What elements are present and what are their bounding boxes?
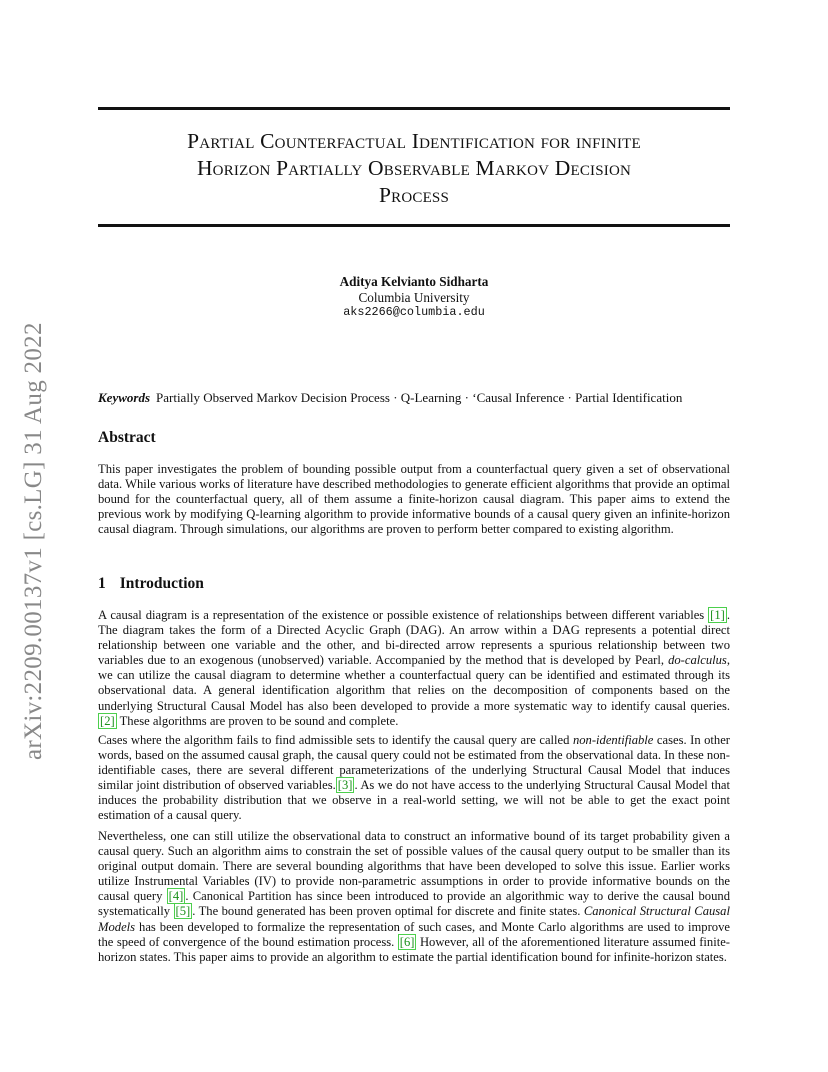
text-run: . As we do not have access to the underlying Structural Causal Model that induces the probability distribution that we observe in a real-world setting, we will not be able to get the exact point estimation of a causal query.: [98, 778, 730, 823]
abstract-text: This paper investigates the problem of bounding possible output from a counterfactual query given a set of observational data. While various works of literature have described methodologies to generate efficient algorithms that provide an optimal bound for the counterfactual query, all of them assume a finite-horizon causal diagram. This paper aims to extend the previous work by modifying Q-learning algorithm to provide informative bounds of a causal query given an infinite-horizon causal diagram. Through simulations, our algorithms are proven to perform better compared to existing algorithm.: [98, 462, 730, 537]
text-run: A causal diagram is a representation of the existence or possible existence of relationships between different variables: [98, 608, 709, 622]
emphasis: non-identifiable: [572, 733, 654, 747]
abstract-heading: Abstract: [98, 429, 156, 446]
section-title: Introduction: [119, 575, 204, 592]
paper-title: [98, 128, 730, 209]
text-run: cases. In other words, based on the assumed causal graph, the causal query could not be estimated from the observational data. In these non-identifiable cases, there are several different parameterizations of the underlying Structural Causal Model that induces similar joint distribution of observed variables.: [98, 733, 730, 793]
emphasis: Canonical Structural Causal Models: [98, 904, 730, 934]
citation-link[interactable]: [4]: [168, 889, 184, 904]
citation-link[interactable]: [6]: [399, 934, 415, 949]
emphasis: do-calculus: [668, 653, 727, 668]
intro-paragraph-3: [98, 829, 730, 965]
text-run: . The bound generated has been proven optimal for discrete and finite states.: [192, 904, 584, 919]
keywords: [98, 390, 730, 406]
title-line-2: Horizon Partially Observable Markov Decision: [196, 156, 632, 180]
arxiv-stamp: arXiv:2209.00137v1 [cs.LG] 31 Aug 2022: [20, 322, 47, 760]
intro-paragraph-1: [98, 608, 730, 729]
citation-link[interactable]: [1]: [710, 608, 725, 622]
title-top-rule: [98, 107, 730, 110]
text-run: . Canonical Partition has since been introduced to provide an algorithmic way to derive the causal bound systematically: [98, 889, 730, 919]
text-run: Cases where the algorithm fails to find admissible sets to identify the causal query are called: [98, 733, 573, 747]
text-run: , we can utilize the causal diagram to determine whether a counterfactual query can be identified and estimated through its observational data. A general identification algorithm that relies on the decomposition of components based on the underlying Structural Causal Model has also been developed to provide a more systematic way to identify causal queries.: [98, 653, 730, 713]
intro-paragraph-2: [98, 733, 730, 824]
author-name: Aditya Kelvianto Sidharta: [339, 274, 489, 289]
text-run: Nevertheless, one can still utilize the observational data to construct an informative bound of its target probability given a causal query. Such an algorithm aims to constrain the set of possible values of the causal query output to be smaller than its original output domain. There are several bounding algorithms that have been developed to solve this issue. Earlier works utilize Instrumental Variables (IV) to provide non-parametric assumptions in order to provide informative bounds on the causal query: [98, 829, 730, 904]
author-affiliation: Columbia University: [358, 290, 470, 305]
text-run: has been developed to formalize the representation of such cases, and Monte Carlo algorithms are used to improve the speed of convergence of the bound estimation process.: [98, 919, 730, 949]
text-run: . The diagram takes the form of a Directed Acyclic Graph (DAG). An arrow within a DAG represents a potential direct relationship between one variable and the other, and bi-directed arrow represents a spurious relationship between two variables due to an exogenous (unobserved) variable. Accompanied by the method that is developed by Pearl,: [98, 608, 730, 668]
title-bottom-rule: [98, 224, 730, 227]
title-line-3: Process: [378, 183, 450, 207]
title-line-1: Partial Counterfactual Identification for infinite: [187, 129, 641, 153]
citation-link[interactable]: [5]: [175, 904, 191, 919]
keywords-label: Keywords: [98, 390, 150, 405]
author-email: aks2266@columbia.edu: [343, 305, 485, 319]
section-number: 1: [98, 575, 106, 592]
citation-link[interactable]: [2]: [100, 713, 115, 728]
citation-link[interactable]: [3]: [337, 778, 353, 793]
text-run: These algorithms are proven to be sound and complete.: [116, 713, 399, 728]
introduction-heading: [98, 575, 204, 593]
text-run: However, all of the aforementioned literature assumed finite-horizon states. This paper aims to provide an algorithm to estimate the partial identification bound for infinite-horizon states.: [98, 934, 731, 964]
keywords-text: Partially Observed Markov Decision Process · Q-Learning · ‘Causal Inference · Partial Identification: [156, 390, 683, 405]
